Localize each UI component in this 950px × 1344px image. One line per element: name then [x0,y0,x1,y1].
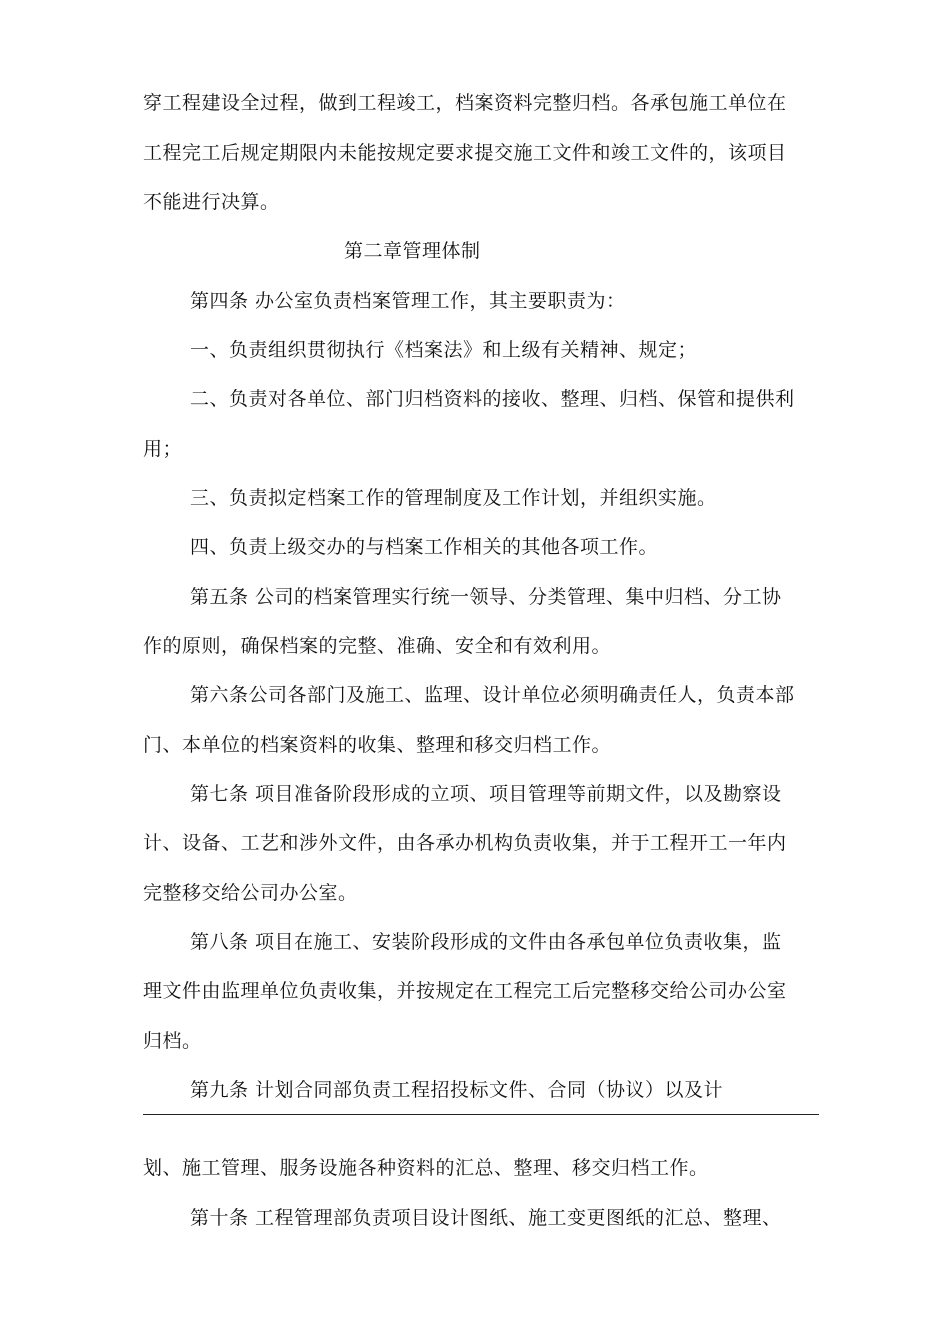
text-line: 划、施工管理、服务设施各种资料的汇总、整理、移交归档工作。 [143,1157,709,1179]
text-line: 穿工程建设全过程，做到工程竣工，档案资料完整归档。各承包施工单位在 [143,92,787,114]
article-line: 第十条 工程管理部负责项目设计图纸、施工变更图纸的汇总、整理、 [190,1207,782,1229]
text-line: 二、负责对各单位、部门归档资料的接收、整理、归档、保管和提供利 [190,388,795,410]
article-line: 第九条 计划合同部负责工程招投标文件、合同（协议）以及计 [190,1079,724,1101]
article-line: 第七条 项目准备阶段形成的立项、项目管理等前期文件，以及勘察设 [190,783,782,805]
text-line: 归档。 [143,1030,202,1052]
text-line: 一、负责组织贯彻执行《档案法》和上级有关精神、规定； [190,339,698,361]
article-line: 第八条 项目在施工、安装阶段形成的文件由各承包单位负责收集，监 [190,931,782,953]
text-line: 三、负责拟定档案工作的管理制度及工作计划，并组织实施。 [190,487,717,509]
text-line: 门、本单位的档案资料的收集、整理和移交归档工作。 [143,734,612,756]
article-line: 第六条公司各部门及施工、监理、设计单位必须明确责任人，负责本部 [190,684,795,706]
article-line: 第四条 办公室负责档案管理工作，其主要职责为： [190,290,626,312]
text-line: 理文件由监理单位负责收集，并按规定在工程完工后完整移交给公司办公室 [143,980,787,1002]
text-line: 工程完工后规定期限内未能按规定要求提交施工文件和竣工文件的，该项目 [143,142,787,164]
text-line: 用； [143,438,183,460]
text-line: 作的原则，确保档案的完整、准确、安全和有效利用。 [143,635,612,657]
text-line: 计、设备、工艺和涉外文件，由各承办机构负责收集，并于工程开工一年内 [143,832,787,854]
chapter-heading: 第二章管理体制 [344,240,481,262]
text-line: 不能进行决算。 [143,191,280,213]
text-line: 完整移交给公司办公室。 [143,882,358,904]
article-line: 第五条 公司的档案管理实行统一领导、分类管理、集中归档、分工协 [190,586,782,608]
text-line: 四、负责上级交办的与档案工作相关的其他各项工作。 [190,536,659,558]
page-divider [143,1114,819,1115]
